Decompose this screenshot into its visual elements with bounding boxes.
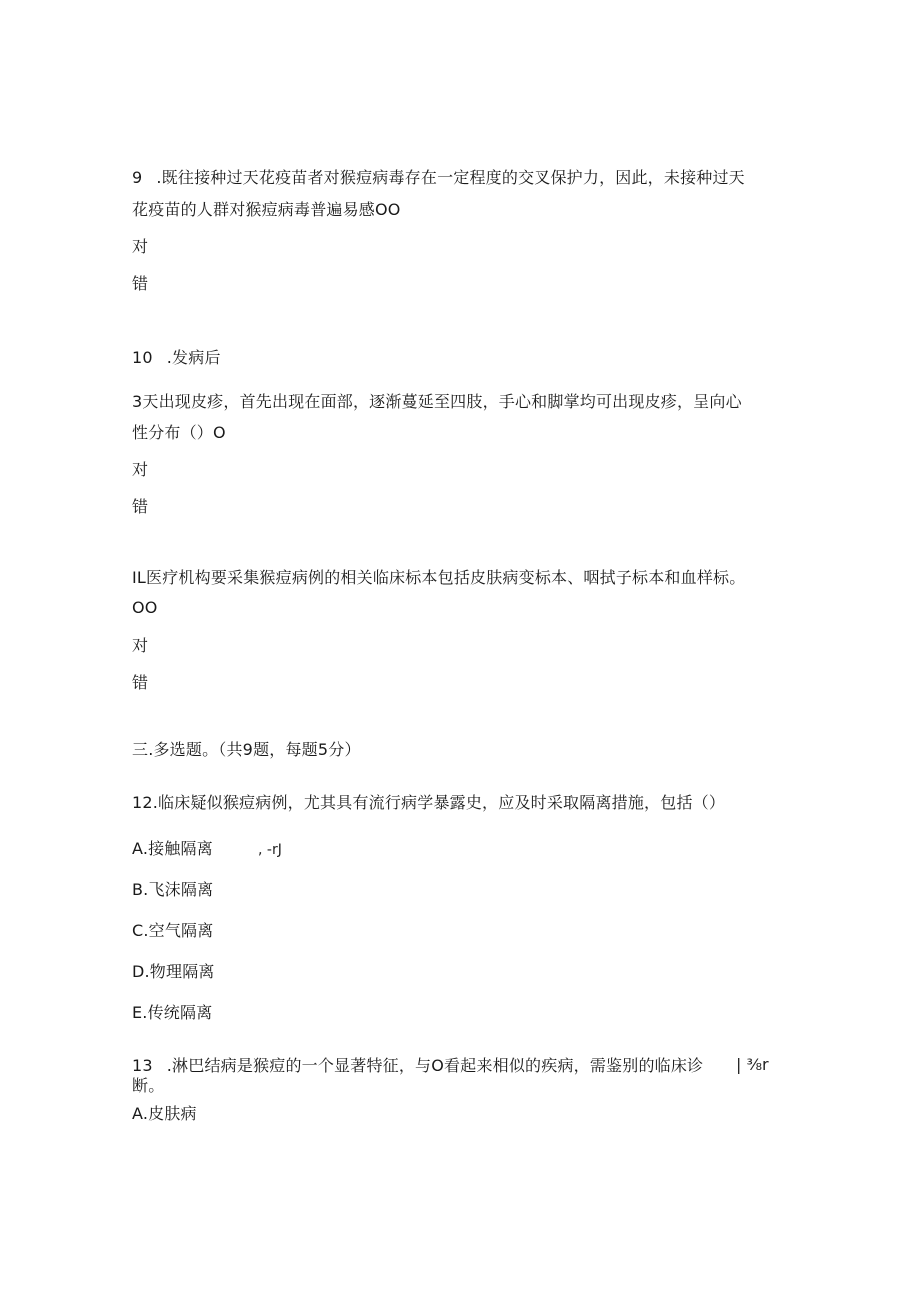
q10-line1 [132,348,221,368]
q9-option-true[interactable]: 对 [132,237,149,256]
q13-scribble-mark: | ⅜r [736,1055,769,1074]
q9-number: 9 [132,168,143,187]
q10-option-true[interactable]: 对 [132,460,149,479]
q10-option-false[interactable]: 错 [132,497,149,516]
q9-option-false[interactable]: 错 [132,274,149,293]
q10-text-line2: 3天出现皮疹，首先出现在面部，逐渐蔓延至四肢，手心和脚掌均可出现皮疹，呈向心 [132,392,742,411]
q12-option-b[interactable]: B.飞沫隔离 [132,880,214,899]
q12-option-a[interactable]: A.接触隔离 [132,839,213,858]
q10-text-line3: 性分布（）O [132,423,226,442]
q9-line1 [132,168,745,188]
q13-line1 [132,1056,703,1076]
q13-text-line1: .淋巴结病是猴痘的一个显著特征，与O看起来相似的疾病，需鉴别的临床诊 [166,1056,704,1075]
q12-stem: 12.临床疑似猴痘病例，尤其具有流行病学暴露史，应及时采取隔离措施，包括（） [132,793,726,812]
q11-option-false[interactable]: 错 [132,673,149,692]
q10-text-line1: .发病后 [166,348,221,367]
q12-option-e[interactable]: E.传统隔离 [132,1003,213,1022]
section-heading: 三.多选题。（共9题，每题5分） [132,740,361,759]
q9-text-line1: .既往接种过天花疫苗者对猴痘病毒存在一定程度的交叉保护力，因此，未接种过天 [156,168,745,187]
q13-option-a[interactable]: A.皮肤病 [132,1104,197,1123]
q13-text-line2: 断。 [132,1076,165,1095]
q9-text-line2: 花疫苗的人群对猴痘病毒普遍易感OO [132,200,401,219]
q11-text-line2: OO [132,598,158,617]
q13-number: 13 [132,1056,153,1075]
q11-option-true[interactable]: 对 [132,636,149,655]
q12-option-d[interactable]: D.物理隔离 [132,962,215,981]
q12-scribble-mark: , -rJ [258,842,282,858]
q12-option-c[interactable]: C.空气隔离 [132,921,214,940]
q10-number: 10 [132,348,153,367]
q11-text-line1: IL医疗机构要采集猴痘病例的相关临床标本包括皮肤病变标本、咽拭子标本和血样标。 [132,568,746,587]
